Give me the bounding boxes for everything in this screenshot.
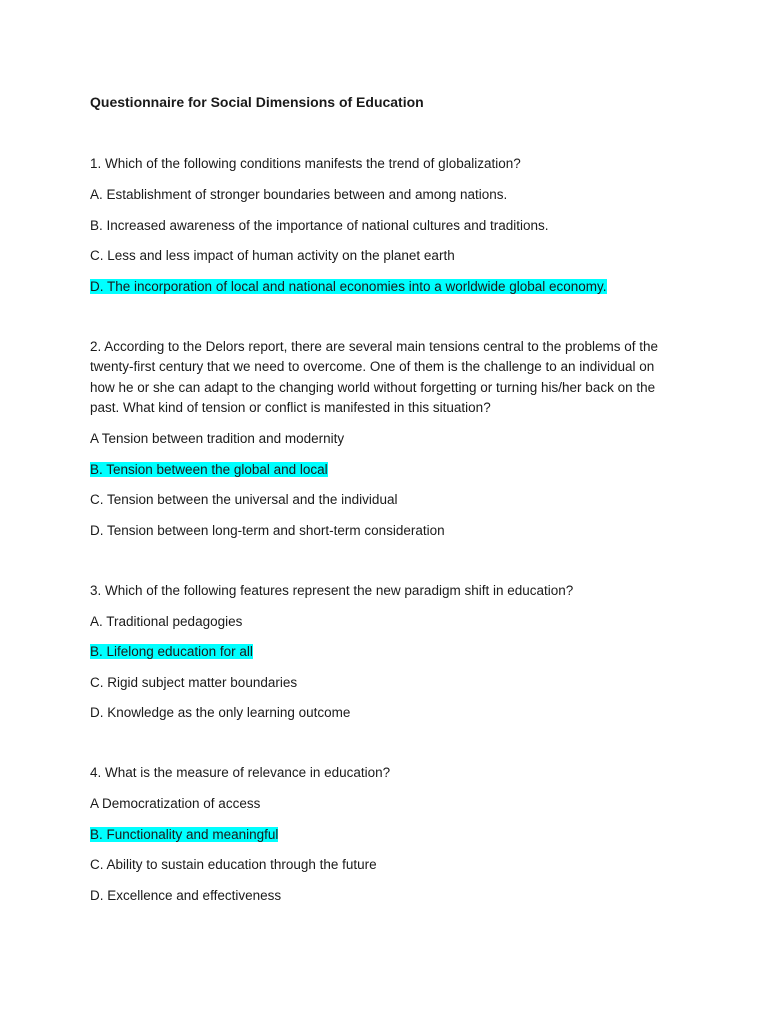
option-text: D. Knowledge as the only learning outcome	[90, 705, 351, 720]
highlighted-answer: B. Lifelong education for all	[90, 644, 253, 659]
document-title: Questionnaire for Social Dimensions of Education	[90, 94, 424, 110]
option-a	[90, 185, 678, 205]
option-text: D. Excellence and effectiveness	[90, 887, 282, 903]
option-text: A. Establishment of stronger boundaries between and among nations.	[90, 187, 508, 202]
option-d-answer	[90, 277, 678, 297]
option-b-answer	[90, 825, 678, 845]
option-b-answer	[90, 642, 678, 662]
option-a	[90, 794, 678, 814]
option-c	[90, 855, 678, 875]
question-text: 2. According to the Delors report, there are several main tensions central to the problems of the twenty-first century that we need to overcome. One of them is the challenge to an individual on how he or she can adapt to the changing world without forgetting or turning his/her back on the past. What kind of tension or conflict is manifested in this situation?	[90, 338, 659, 415]
option-b-answer	[90, 460, 678, 480]
question-1	[90, 154, 678, 297]
option-d	[90, 886, 678, 906]
option-c	[90, 490, 678, 510]
option-text: D. Tension between long-term and short-term consideration	[90, 522, 445, 538]
option-d	[90, 521, 678, 541]
highlighted-answer: B. Tension between the global and local	[90, 461, 328, 477]
option-text: C. Tension between the universal and the individual	[90, 492, 398, 507]
question-text: 1. Which of the following conditions manifests the trend of globalization?	[90, 156, 521, 171]
question-text: 4. What is the measure of relevance in education?	[90, 765, 391, 780]
question-3	[90, 581, 678, 724]
option-a	[90, 612, 678, 632]
question-text: 3. Which of the following features represent the new paradigm shift in education?	[90, 582, 574, 598]
highlighted-answer: B. Functionality and meaningful	[90, 826, 279, 842]
option-text: A Tension between tradition and modernity	[90, 431, 345, 446]
option-d	[90, 703, 678, 723]
question-2	[90, 337, 678, 541]
option-c	[90, 673, 678, 693]
option-text: A. Traditional pedagogies	[90, 613, 243, 629]
question-4	[90, 763, 678, 906]
option-text: B. Increased awareness of the importance of national cultures and traditions.	[90, 217, 549, 233]
option-text: A Democratization of access	[90, 796, 261, 811]
option-text: C. Rigid subject matter boundaries	[90, 674, 298, 690]
option-text: C. Ability to sustain education through the future	[90, 857, 377, 872]
option-b	[90, 216, 678, 236]
option-text: C. Less and less impact of human activity on the planet earth	[90, 248, 455, 263]
highlighted-answer: D. The incorporation of local and national economies into a worldwide global economy.	[90, 278, 607, 294]
option-a	[90, 429, 678, 449]
option-c	[90, 246, 678, 266]
